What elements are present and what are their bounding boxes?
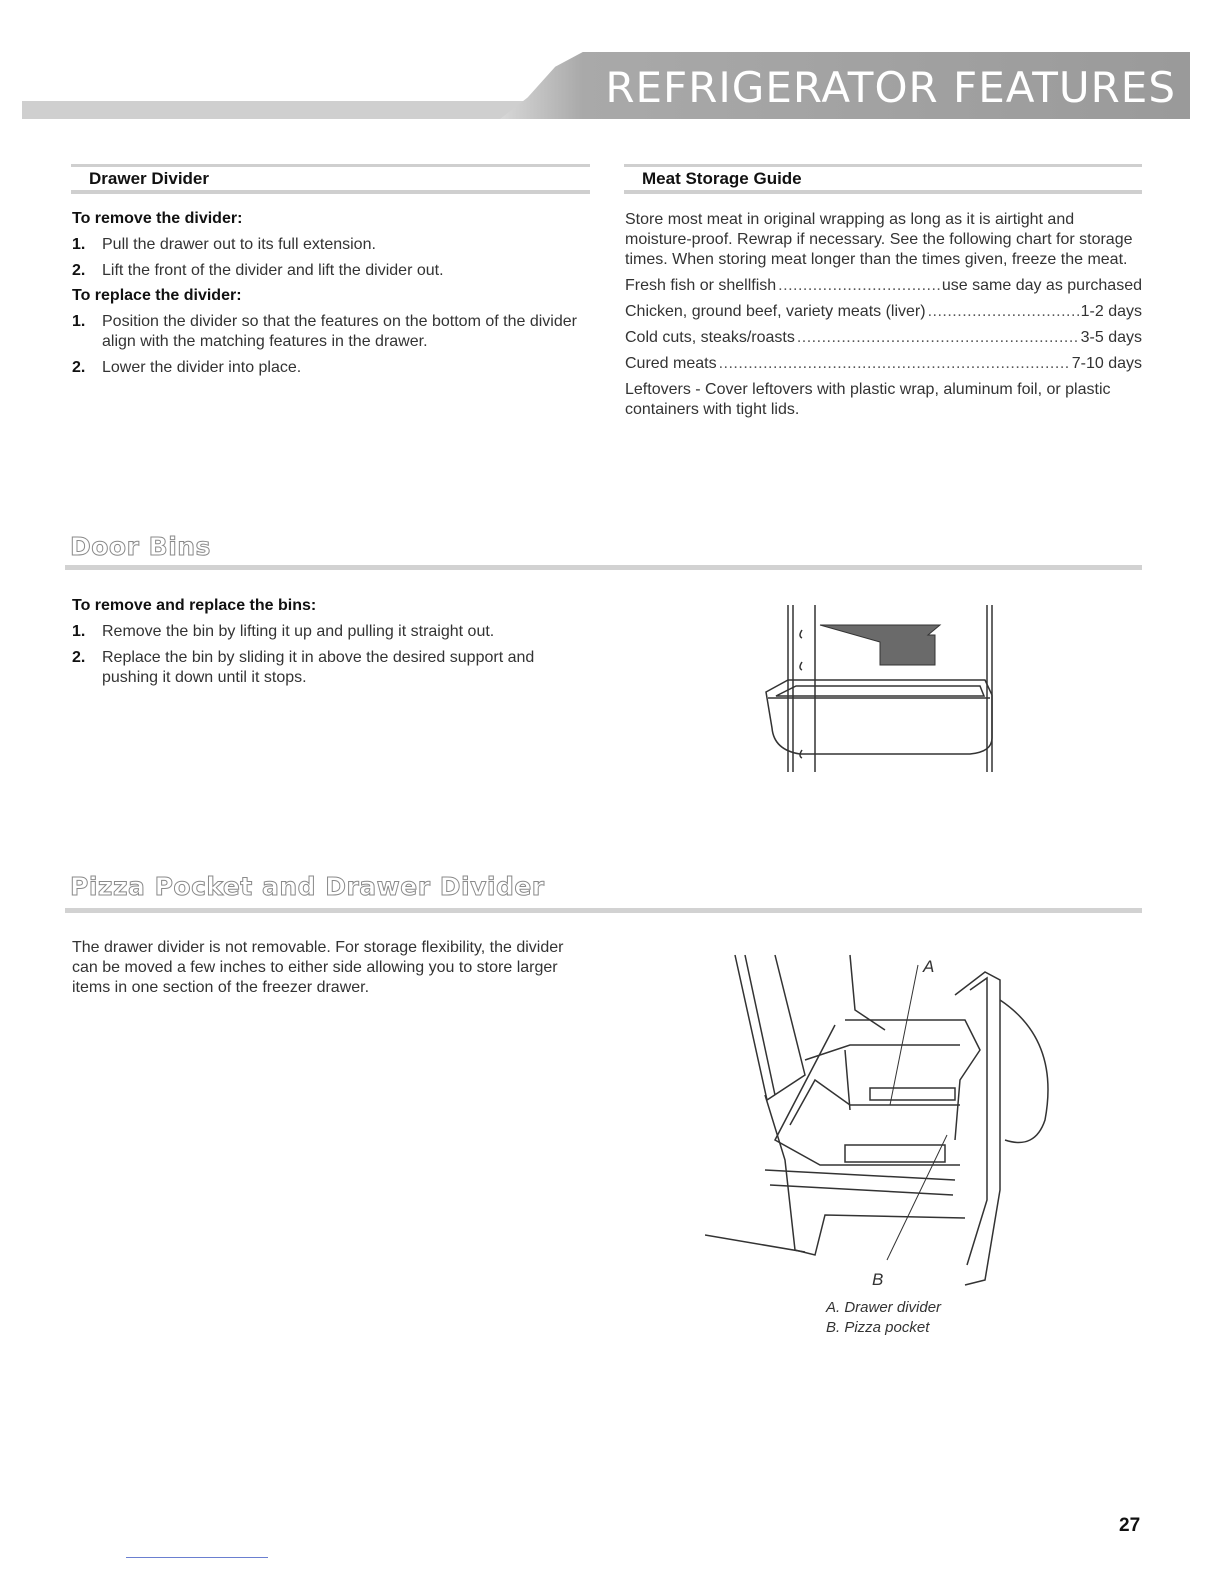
meat-storage-heading-box: [624, 164, 1142, 194]
pizza-pocket-title: Pizza Pocket and Drawer Divider: [70, 872, 545, 901]
page-title: REFRIGERATOR FEATURES: [605, 63, 1176, 112]
remove-divider-heading: To remove the divider:: [72, 210, 243, 227]
door-bins-title: Door Bins: [70, 532, 211, 561]
meat-storage-content: [625, 210, 1142, 420]
list-item: 2. Lift the front of the divider and lift the divider out.: [72, 262, 444, 279]
list-item: 1. Remove the bin by lifting it up and pulling it straight out.: [72, 623, 495, 640]
label-b: B: [872, 1270, 884, 1289]
page-number: 27: [1119, 1515, 1141, 1536]
door-bins-subheading: To remove and replace the bins:: [72, 597, 317, 614]
table-row: Chicken, ground beef, variety meats (liver) ..... 1-2 days: [625, 302, 1142, 322]
door-bin-illustration: [760, 600, 1010, 780]
leftovers-note: Leftovers - Cover leftovers with plastic wrap, aluminum foil, or plastic containers with tight lids.: [625, 381, 1111, 418]
list-item: 1. Position the divider so that the features on the bottom of the divider align with the matching features in the drawer.: [72, 313, 577, 350]
caption-pizza-pocket: B. Pizza pocket: [826, 1319, 930, 1336]
list-item: 1. Pull the drawer out to its full extension.: [72, 236, 376, 253]
label-a: A: [923, 957, 935, 976]
list-item: 2. Lower the divider into place.: [72, 359, 302, 376]
table-row: Cured meats ..... 7-10 days: [625, 354, 1142, 374]
replace-divider-steps: [72, 312, 592, 378]
door-bins-steps: [72, 622, 592, 688]
table-row: Cold cuts, steaks/roasts ..... 3-5 days: [625, 328, 1142, 348]
drawer-divider-heading: Drawer Divider: [89, 169, 209, 188]
door-bins-rule: [65, 565, 1142, 570]
door-bins-content: [72, 597, 592, 694]
remove-divider-steps: [72, 235, 592, 281]
pizza-pocket-body: The drawer divider is not removable. For storage flexibility, the divider can be moved a few inches to either side allowing you to store larger items in one section of the freezer drawer.: [72, 939, 564, 996]
meat-storage-heading: Meat Storage Guide: [642, 169, 802, 188]
list-item: 2. Replace the bin by sliding it in above the desired support and pushing it down until it stops.: [72, 649, 535, 686]
table-row: Fresh fish or shellfish ..... use same day as purchased: [625, 276, 1142, 296]
pizza-pocket-rule: [65, 908, 1142, 913]
meat-storage-intro: Store most meat in original wrapping as long as it is airtight and moisture-proof. Rewrap if necessary. See the following chart for storage times. When storing meat longer than the times given, freeze the meat.: [625, 211, 1133, 268]
drawer-divider-content: [72, 210, 592, 384]
replace-divider-heading: To replace the divider:: [72, 287, 242, 304]
pizza-pocket-illustration: [705, 950, 1065, 1295]
drawer-divider-heading-box: [71, 164, 590, 194]
footer-link-line: [126, 1557, 268, 1558]
caption-drawer-divider: A. Drawer divider: [826, 1299, 942, 1316]
